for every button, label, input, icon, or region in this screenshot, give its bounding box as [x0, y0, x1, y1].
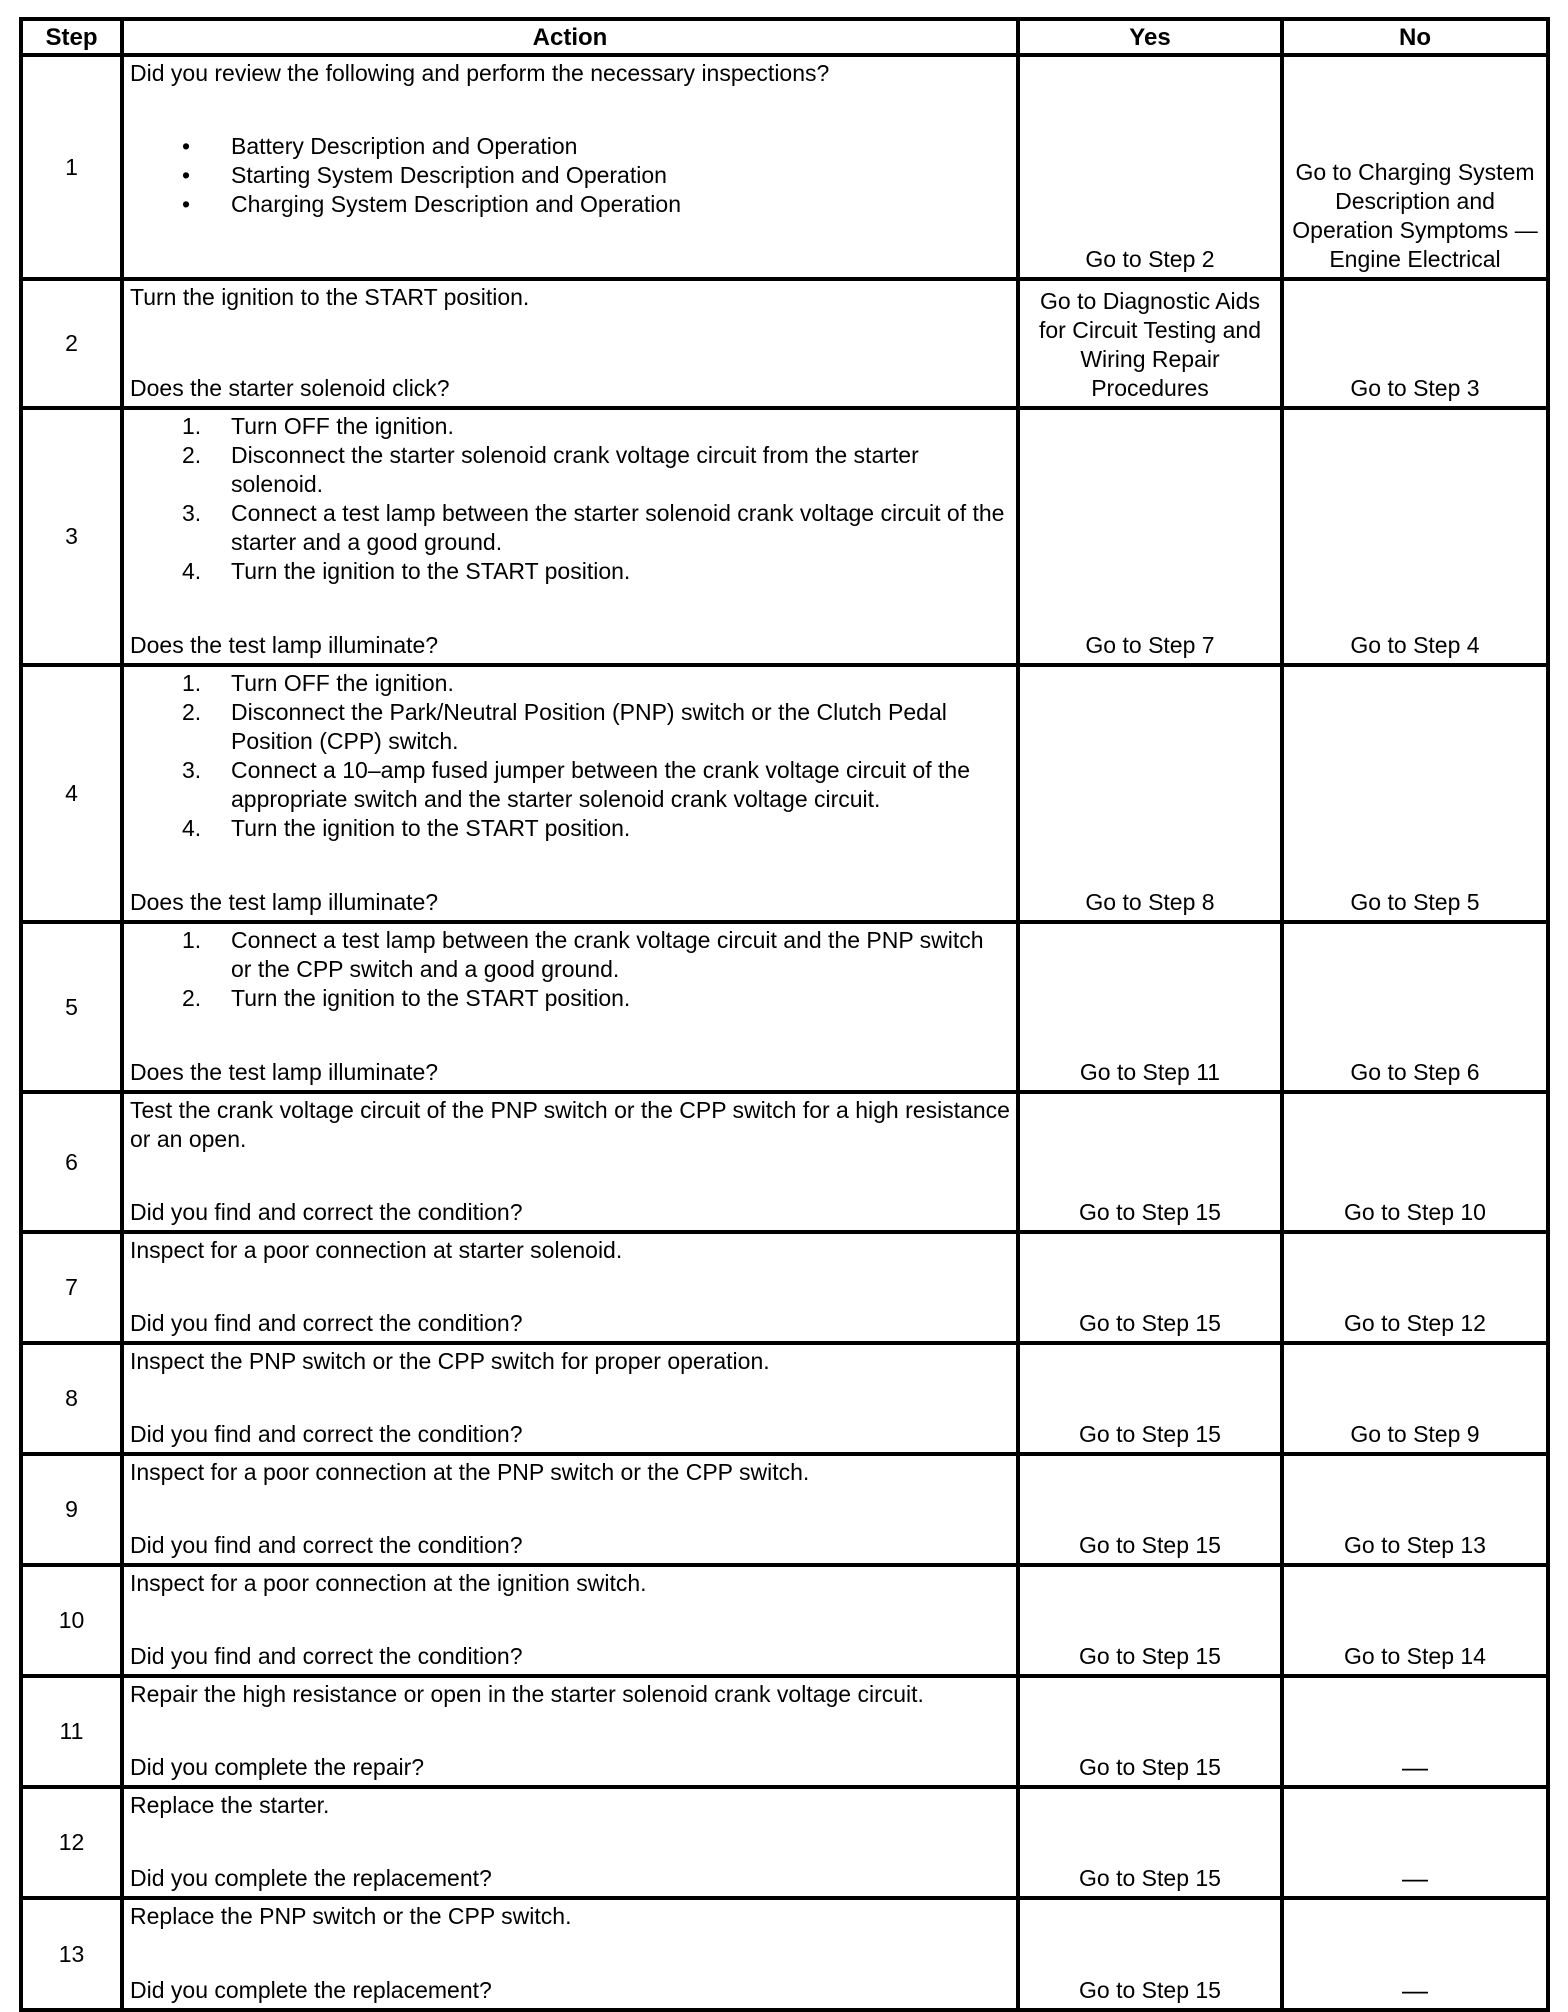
- no-text: Go to Step 5: [1350, 889, 1480, 915]
- yes-text: Go to Step 8: [1085, 889, 1215, 915]
- numbered-item: [130, 984, 1010, 1013]
- action-intro: Replace the PNP switch or the CPP switch.: [130, 1903, 572, 1929]
- action-cell: [122, 1676, 1018, 1787]
- no-cell: [1282, 922, 1548, 1092]
- action-intro: Inspect for a poor connection at the PNP switch or the CPP switch.: [130, 1459, 810, 1485]
- item-text: Turn the ignition to the START position.: [231, 815, 631, 841]
- action-question: Did you find and correct the condition?: [130, 1532, 523, 1558]
- no-cell: [1282, 1565, 1548, 1676]
- table-row: [21, 55, 1548, 279]
- item-text: Disconnect the Park/Neutral Position (PNP) switch or the Clutch Pedal Position (CPP) switch.: [231, 699, 947, 754]
- action-question: Did you find and correct the condition?: [130, 1421, 523, 1447]
- action-cell: [122, 55, 1018, 279]
- table-row: [21, 1343, 1548, 1454]
- no-text: Go to Step 13: [1344, 1532, 1486, 1558]
- item-text: Turn the ignition to the START position.: [231, 985, 631, 1011]
- numbered-item: [130, 814, 1010, 843]
- item-number: 2.: [182, 699, 202, 725]
- step-number: 6: [21, 1092, 122, 1232]
- header-no: No: [1282, 19, 1548, 55]
- header-row: [21, 19, 1548, 55]
- no-text: Go to Step 3: [1350, 375, 1480, 401]
- step-number: 12: [21, 1787, 122, 1898]
- no-cell: [1282, 279, 1548, 408]
- no-text: —: [1402, 1752, 1428, 1782]
- action-intro: Inspect for a poor connection at starter solenoid.: [130, 1237, 623, 1263]
- action-cell: [122, 408, 1018, 665]
- action-question: Does the starter solenoid click?: [130, 375, 450, 401]
- action-intro: Test the crank voltage circuit of the PNP switch or the CPP switch for a high resistance or an open.: [130, 1097, 1010, 1152]
- step-number: 13: [21, 1898, 122, 2010]
- step-number: 9: [21, 1454, 122, 1565]
- item-text: Connect a test lamp between the starter solenoid crank voltage circuit of the starter and a good ground.: [231, 500, 1005, 555]
- numbered-item: [130, 441, 1010, 499]
- action-question: Did you complete the replacement?: [130, 1865, 492, 1891]
- action-intro: Did you review the following and perform the necessary inspections?: [130, 60, 830, 86]
- table-row: [21, 922, 1548, 1092]
- item-text: Turn OFF the ignition.: [231, 413, 454, 439]
- table-row: [21, 1092, 1548, 1232]
- action-intro: Inspect the PNP switch or the CPP switch for proper operation.: [130, 1348, 770, 1374]
- action-cell: [122, 1343, 1018, 1454]
- no-text: —: [1402, 1863, 1428, 1893]
- no-cell: [1282, 408, 1548, 665]
- item-text: Disconnect the starter solenoid crank voltage circuit from the starter solenoid.: [231, 442, 919, 497]
- bullet-item: • Starting System Description and Operation: [130, 161, 1010, 190]
- no-cell: [1282, 1676, 1548, 1787]
- numbered-item: [130, 756, 1010, 814]
- action-question: Does the test lamp illuminate?: [130, 889, 439, 915]
- yes-cell: [1018, 922, 1282, 1092]
- action-cell: [122, 1454, 1018, 1565]
- no-text: Go to Step 14: [1344, 1643, 1486, 1669]
- action-cell: [122, 922, 1018, 1092]
- step-number: 1: [21, 55, 122, 279]
- yes-cell: [1018, 1454, 1282, 1565]
- item-text: Connect a test lamp between the crank voltage circuit and the PNP switch or the CPP switch and a good ground.: [231, 927, 984, 982]
- no-text: Go to Step 9: [1350, 1421, 1480, 1447]
- diagnostic-table: [19, 17, 1550, 2012]
- item-text: Turn the ignition to the START position.: [231, 558, 631, 584]
- no-text: Go to Charging System Description and Operation Symptoms — Engine Electrical: [1292, 159, 1538, 272]
- no-cell: [1282, 665, 1548, 922]
- action-bullet-list: [130, 132, 1010, 219]
- no-cell: [1282, 1232, 1548, 1343]
- yes-text: Go to Step 15: [1079, 1865, 1221, 1891]
- no-cell: [1282, 1787, 1548, 1898]
- step-number: 10: [21, 1565, 122, 1676]
- item-number: 2.: [182, 985, 202, 1011]
- item-number: 1.: [182, 927, 202, 953]
- action-question: Did you find and correct the condition?: [130, 1199, 523, 1225]
- action-question: Did you complete the replacement?: [130, 1977, 492, 2003]
- item-number: 4.: [182, 815, 202, 841]
- action-numbered-list: [130, 669, 1010, 843]
- yes-text: Go to Step 15: [1079, 1532, 1221, 1558]
- yes-cell: [1018, 279, 1282, 408]
- item-number: 3.: [182, 757, 202, 783]
- header-step: Step: [21, 19, 122, 55]
- step-number: 2: [21, 279, 122, 408]
- action-intro: Repair the high resistance or open in the starter solenoid crank voltage circuit.: [130, 1681, 924, 1707]
- numbered-item: [130, 557, 1010, 586]
- yes-text: Go to Step 15: [1079, 1643, 1221, 1669]
- item-text: Turn OFF the ignition.: [231, 670, 454, 696]
- action-cell: [122, 1092, 1018, 1232]
- table-row: [21, 1676, 1548, 1787]
- no-text: —: [1402, 1975, 1428, 2005]
- table-row: [21, 408, 1548, 665]
- step-number: 3: [21, 408, 122, 665]
- numbered-item: [130, 412, 1010, 441]
- action-cell: [122, 1232, 1018, 1343]
- step-number: 11: [21, 1676, 122, 1787]
- yes-cell: [1018, 1092, 1282, 1232]
- step-number: 7: [21, 1232, 122, 1343]
- action-question: Did you find and correct the condition?: [130, 1310, 523, 1336]
- action-question: Did you complete the repair?: [130, 1754, 425, 1780]
- yes-cell: [1018, 1343, 1282, 1454]
- no-cell: [1282, 1454, 1548, 1565]
- no-cell: [1282, 1092, 1548, 1232]
- action-cell: [122, 279, 1018, 408]
- action-cell: [122, 1898, 1018, 2010]
- no-text: Go to Step 12: [1344, 1310, 1486, 1336]
- step-number: 8: [21, 1343, 122, 1454]
- action-cell: [122, 665, 1018, 922]
- no-cell: [1282, 55, 1548, 279]
- header-yes: Yes: [1018, 19, 1282, 55]
- yes-cell: [1018, 1676, 1282, 1787]
- yes-text: Go to Step 2: [1085, 246, 1215, 272]
- yes-text: Go to Step 15: [1079, 1977, 1221, 2003]
- step-number: 4: [21, 665, 122, 922]
- action-cell: [122, 1565, 1018, 1676]
- action-intro: Replace the starter.: [130, 1792, 330, 1818]
- header-action: Action: [122, 19, 1018, 55]
- action-cell: [122, 1787, 1018, 1898]
- yes-text: Go to Step 15: [1079, 1199, 1221, 1225]
- numbered-item: [130, 499, 1010, 557]
- yes-cell: [1018, 1787, 1282, 1898]
- item-number: 1.: [182, 413, 202, 439]
- yes-cell: [1018, 1232, 1282, 1343]
- item-text: Connect a 10–amp fused jumper between the crank voltage circuit of the appropriate switch and the starter solenoid crank voltage circuit.: [231, 757, 970, 812]
- table-row: [21, 665, 1548, 922]
- table-row: [21, 1898, 1548, 2010]
- action-intro: Inspect for a poor connection at the ignition switch.: [130, 1570, 647, 1596]
- action-question: Does the test lamp illuminate?: [130, 632, 439, 658]
- bullet-item: • Charging System Description and Operation: [130, 190, 1010, 219]
- numbered-item: [130, 698, 1010, 756]
- table-row: [21, 1787, 1548, 1898]
- no-cell: [1282, 1343, 1548, 1454]
- step-number: 5: [21, 922, 122, 1092]
- action-numbered-list: [130, 926, 1010, 1013]
- table-row: [21, 1232, 1548, 1343]
- numbered-item: [130, 669, 1010, 698]
- yes-text: Go to Step 15: [1079, 1310, 1221, 1336]
- yes-cell: [1018, 1898, 1282, 2010]
- action-question: Did you find and correct the condition?: [130, 1643, 523, 1669]
- yes-cell: [1018, 1565, 1282, 1676]
- bullet-item: • Battery Description and Operation: [130, 132, 1010, 161]
- item-number: 3.: [182, 500, 202, 526]
- yes-cell: [1018, 665, 1282, 922]
- item-number: 4.: [182, 558, 202, 584]
- yes-text: Go to Step 15: [1079, 1754, 1221, 1780]
- action-question: Does the test lamp illuminate?: [130, 1059, 439, 1085]
- table-row: [21, 279, 1548, 408]
- yes-cell: [1018, 55, 1282, 279]
- yes-text: Go to Step 11: [1079, 1059, 1221, 1085]
- no-text: Go to Step 10: [1344, 1199, 1486, 1225]
- table-row: [21, 1565, 1548, 1676]
- yes-text: Go to Step 7: [1085, 632, 1215, 658]
- action-numbered-list: [130, 412, 1010, 586]
- item-number: 1.: [182, 670, 202, 696]
- item-number: 2.: [182, 442, 202, 468]
- no-cell: [1282, 1898, 1548, 2010]
- no-text: Go to Step 6: [1350, 1059, 1480, 1085]
- action-intro: Turn the ignition to the START position.: [130, 284, 530, 310]
- numbered-item: [130, 926, 1010, 984]
- no-text: Go to Step 4: [1350, 632, 1480, 658]
- yes-text: Go to Step 15: [1079, 1421, 1221, 1447]
- table-row: [21, 1454, 1548, 1565]
- yes-text: Go to Diagnostic Aids for Circuit Testing and Wiring Repair Procedures: [1038, 288, 1261, 401]
- yes-cell: [1018, 408, 1282, 665]
